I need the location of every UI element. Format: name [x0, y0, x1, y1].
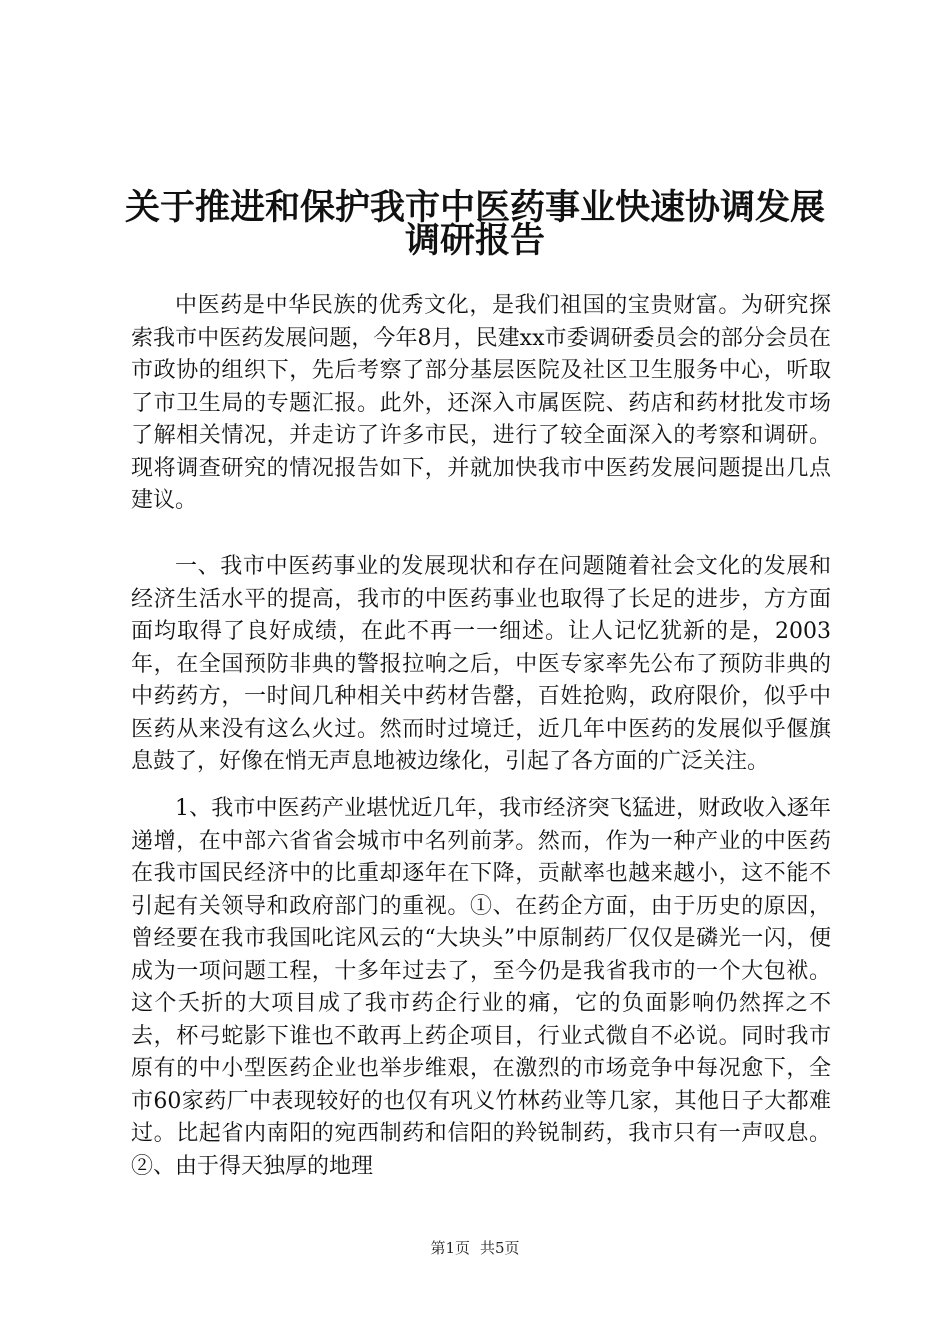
page-total: 共5页: [480, 1239, 520, 1257]
document-title-line-1: 关于推进和保护我市中医药事业快速协调发展: [124, 188, 825, 228]
page-footer: [0, 1238, 950, 1258]
paragraph-intro: 中医药是中华民族的优秀文化，是我们祖国的宝贵财富。为研究探索我市中医药发展问题，今年8月，民建xx市委调研委员会的部分会员在市政协的组织下，先后考察了部分基层医院及社区卫生服务中心，听取了市卫生局的专题汇报。此外，还深入市属医院、药店和药材批发市场了解相关情况，并走访了许多市民，进行了较全面深入的考察和调研。现将调查研究的情况报告如下，并就加快我市中医药发展问题提出几点建议。: [131, 293, 831, 513]
paragraph-section-one: 一、我市中医药事业的发展现状和存在问题随着社会文化的发展和经济生活水平的提高，我市的中医药事业也取得了长足的进步，方方面面均取得了良好成绩，在此不再一一细述。让人记忆犹新的是，2003年，在全国预防非典的警报拉响之后，中医专家率先公布了预防非典的中药药方，一时间几种相关中药材告罄，百姓抢购，政府限价，似乎中医药从来没有这么火过。然而时过境迁，近几年中医药的发展似乎偃旗息鼓了，好像在悄无声息地被边缘化，引起了各方面的广泛关注。: [131, 554, 831, 774]
document-title-line-2: 调研报告: [404, 221, 545, 261]
paragraph-item-one: 1、我市中医药产业堪忧近几年，我市经济突飞猛进，财政收入逐年递增，在中部六省省会城市中名列前茅。然而，作为一种产业的中医药在我市国民经济中的比重却逐年在下降，贡献率也越来越小，这不能不引起有关领导和政府部门的重视。①、在药企方面，由于历史的原因，曾经要在我市我国叱诧风云的“大块头”中原制药厂仅仅是磷光一闪，便成为一项问题工程，十多年过去了，至今仍是我省我市的一个大包袱。这个夭折的大项目成了我市药企行业的痛，它的负面影响仍然挥之不去，杯弓蛇影下谁也不敢再上药企项目，行业式微自不必说。同时我市原有的中小型医药企业也举步维艰，在激烈的市场竞争中每况愈下，全市60家药厂中表现较好的也仅有巩义竹林药业等几家，其他日子大都难过。比起省内南阳的宛西制药和信阳的羚锐制药，我市只有一声叹息。②、由于得天独厚的地理: [131, 796, 831, 1179]
page-number: 第1页: [430, 1239, 470, 1257]
